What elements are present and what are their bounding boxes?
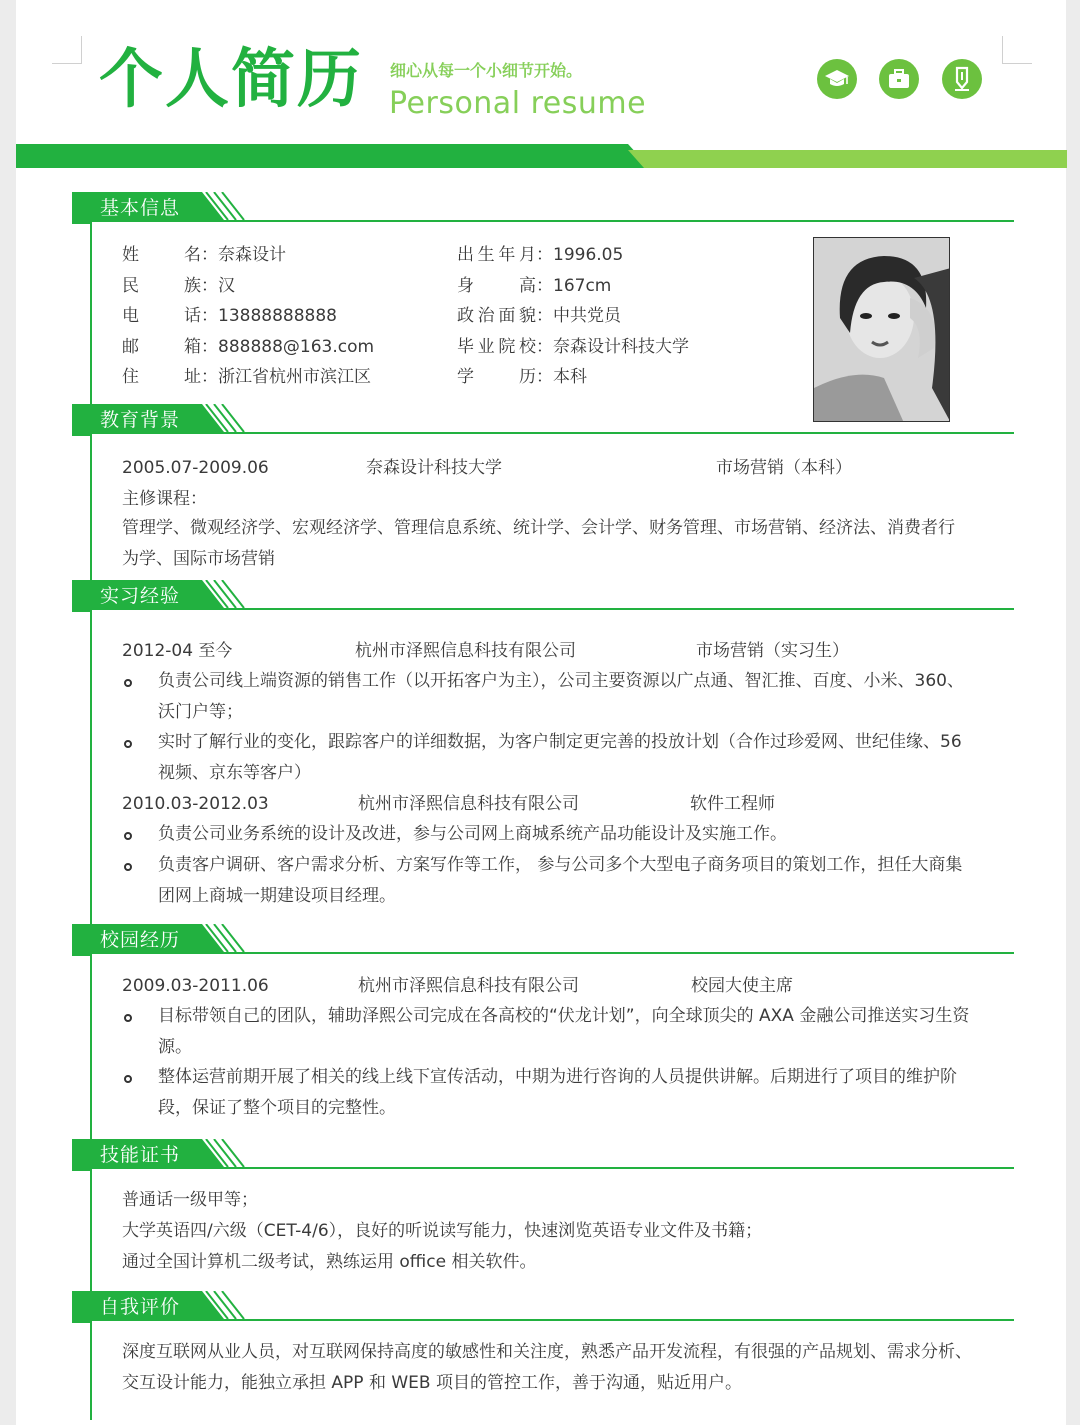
bullet-icon: [124, 740, 132, 748]
job2-date: 2010.03-2012.03: [122, 794, 269, 814]
info-email: 邮箱：888888@163.com: [122, 337, 375, 357]
job2-bullet-2: 负责客户调研、客户需求分析、方案写作等工作， 参与公司多个大型电子商务项目的策划工作，担任大商集 团网上商城一期建设项目经理。: [158, 855, 963, 906]
bullet-icon: [124, 863, 132, 871]
section-title: 实习经验: [100, 585, 181, 607]
slogan: 细心从每一个小细节开始。: [390, 61, 583, 80]
profile-photo: [813, 237, 950, 422]
header-bar: [16, 144, 1067, 170]
info-address: 住址：浙江省杭州市滨江区: [122, 367, 371, 387]
section-title: 自我评价: [100, 1296, 181, 1318]
job2-role: 软件工程师: [690, 794, 775, 814]
page-subtitle: Personal resume: [389, 86, 647, 121]
info-ethnicity: 民族：汉: [122, 276, 235, 296]
campus-bullet-2: 整体运营前期开展了相关的线上线下宣传活动，中期为进行咨询的人员提供讲解。后期进行了项目的维护阶 段，保证了整个项目的完整性。: [158, 1067, 957, 1118]
info-birth: 出生年月：1996.05: [457, 245, 624, 265]
section-title: 技能证书: [100, 1144, 181, 1166]
corner-mark-tr: [1002, 36, 1032, 64]
page-title: 个人简历: [99, 43, 363, 117]
section-title: 校园经历: [100, 929, 181, 951]
graduation-cap-icon: [817, 59, 857, 99]
info-name: 姓名：奈森设计: [122, 245, 286, 265]
skill-item: 普通话一级甲等；: [122, 1190, 258, 1210]
edu-school: 奈森设计科技大学: [366, 458, 502, 478]
timeline-line: [90, 195, 92, 1420]
job2-company: 杭州市泽熙信息科技有限公司: [358, 794, 579, 814]
section-title: 教育背景: [100, 409, 181, 431]
info-school: 毕业院校：奈森设计科技大学: [457, 337, 689, 357]
section-title: 基本信息: [100, 197, 181, 219]
skills-list: [122, 1185, 1002, 1278]
job1-bullet-2: 实时了解行业的变化，跟踪客户的详细数据，为客户制定更完善的投放计划（合作过珍爱网、世纪佳缘、56 视频、京东等客户）: [158, 732, 962, 783]
section-header-self: [72, 1291, 1014, 1323]
bullet-icon: [124, 1075, 132, 1083]
section-header-basic: [72, 192, 1014, 224]
job1-date: 2012-04 至今: [122, 641, 233, 661]
job1-bullet-1: 负责公司线上端资源的销售工作（以开拓客户为主），公司主要资源以广点通、智汇推、百度、小米、360、 沃门户等；: [158, 671, 964, 722]
job1-company: 杭州市泽熙信息科技有限公司: [355, 641, 576, 661]
info-height: 身高：167cm: [457, 276, 612, 296]
campus-bullet-1: 目标带领自己的团队，辅助泽熙公司完成在各高校的“伏龙计划”，向全球顶尖的 AXA 金融公司推送实习生资 源。: [158, 1006, 970, 1057]
skill-item: 大学英语四/六级（CET-4/6），良好的听说读写能力，快速浏览英语专业文件及书籍；: [122, 1221, 763, 1241]
edu-date: 2005.07-2009.06: [122, 458, 269, 478]
info-political: 政治面貌：中共党员: [457, 306, 621, 326]
job1-role: 市场营销（实习生）: [696, 641, 849, 661]
edu-courses: 管理学、微观经济学、宏观经济学、管理信息系统、统计学、会计学、财务管理、市场营销、经济法、消费者行 为学、国际市场营销: [122, 518, 955, 569]
edu-courses-label: 主修课程：: [122, 489, 207, 509]
campus-date: 2009.03-2011.06: [122, 976, 269, 996]
section-header-internship: [72, 580, 1014, 612]
job2-bullet-1: 负责公司业务系统的设计及改进，参与公司网上商城系统产品功能设计及实施工作。: [158, 824, 787, 844]
self-evaluation: 深度互联网从业人员，对互联网保持高度的敏感性和关注度，熟悉产品开发流程，有很强的产品规划、需求分析、 交互设计能力，能独立承担 APP 和 WEB 项目的管控工作，善于沟通，贴近用户。: [122, 1342, 972, 1393]
campus-role: 校园大使主席: [691, 976, 793, 996]
section-header-campus: [72, 924, 1014, 956]
section-header-skills: [72, 1139, 1014, 1171]
pen-icon: [942, 59, 982, 99]
corner-mark-tl: [52, 36, 82, 64]
bullet-icon: [124, 679, 132, 687]
section-header-education: [72, 404, 1014, 436]
bullet-icon: [124, 832, 132, 840]
skill-item: 通过全国计算机二级考试，熟练运用 office 相关软件。: [122, 1252, 537, 1272]
briefcase-icon: [879, 59, 919, 99]
info-phone: 电话：13888888888: [122, 306, 337, 326]
edu-major: 市场营销（本科）: [716, 458, 852, 478]
bullet-icon: [124, 1014, 132, 1022]
campus-company: 杭州市泽熙信息科技有限公司: [358, 976, 579, 996]
info-degree: 学历：本科: [457, 367, 587, 387]
